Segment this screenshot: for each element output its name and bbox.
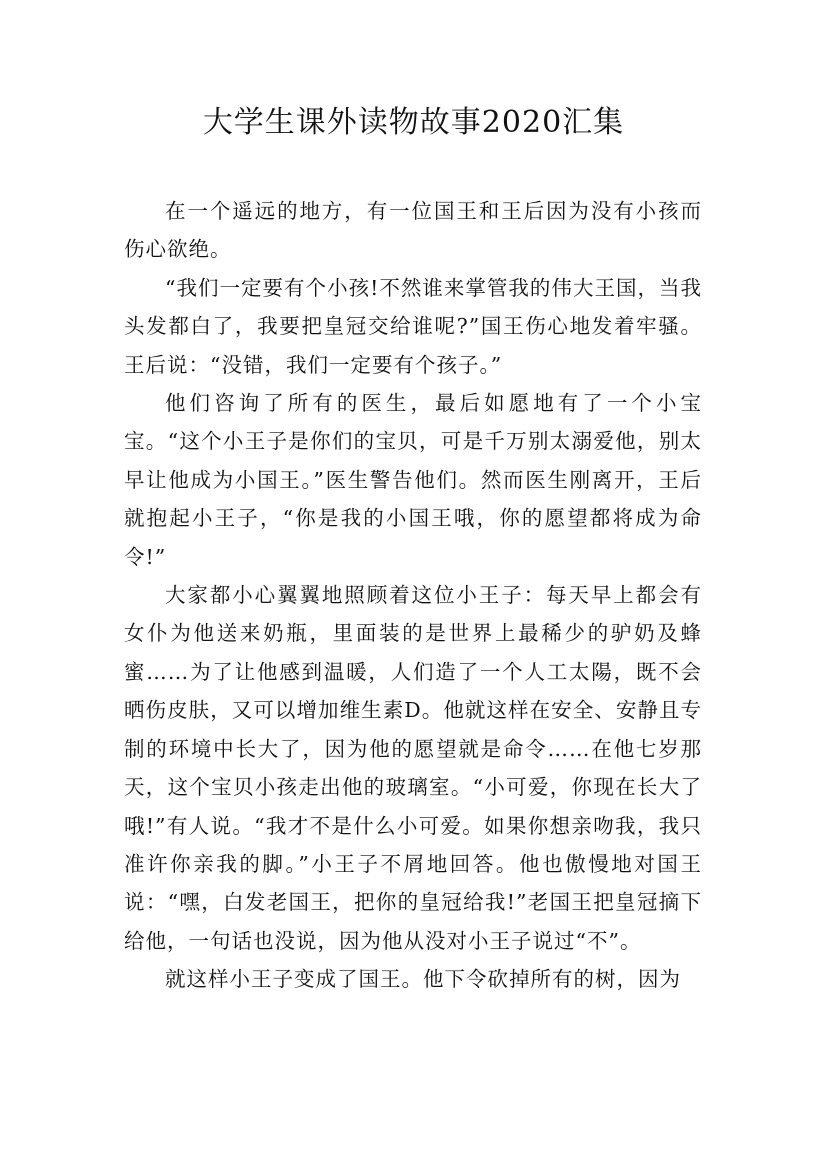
paragraph-2: “我们一定要有个小孩!不然谁来掌管我的伟大王国，当我头发都白了，我要把皇冠交给谁呢?”国王伤心地发着牢骚。王后说：“没错，我们一定要有个孩子。”	[124, 275, 702, 377]
paragraph-4: 大家都小心翼翼地照顾着这位小王子：每天早上都会有女仆为他送来奶瓶，里面装的是世界上最稀少的驴奶及蜂蜜……为了让他感到温暖，人们造了一个人工太陽，既不会晒伤皮肤，又可以增加维生素D。他就这样在安全、安静且专制的环境中长大了，因为他的愿望就是命令……在他七岁那天，这个宝贝小孩走出他的玻璃室。“小可爱，你现在长大了哦!”有人说。“我才不是什么小可爱。如果你想亲吻我，我只准许你亲我的脚。”小王子不屑地回答。他也傲慢地对国王说：“嘿，白发老国王，把你的皇冠给我!”老国王把皇冠摘下给他，一句话也没说，因为他从没对小王子说过“不”。	[124, 583, 702, 953]
paragraph-5: 就这样小王子变成了国王。他下令砍掉所有的树，因为	[165, 967, 681, 992]
document-title: 大学生课外读物故事2020汇集	[202, 105, 625, 140]
paragraph-3: 他们咨询了所有的医生，最后如愿地有了一个小宝宝。“这个小王子是你们的宝贝，可是千万别太溺爱他，别太早让他成为小国王。”医生警告他们。然而医生刚离开，王后就抱起小王子，“你是我的小国王哦，你的愿望都将成为命令!”	[124, 391, 702, 569]
document-body	[124, 192, 702, 999]
paragraph-1: 在一个遥远的地方，有一位国王和王后因为没有小孩而伤心欲绝。	[124, 199, 702, 262]
